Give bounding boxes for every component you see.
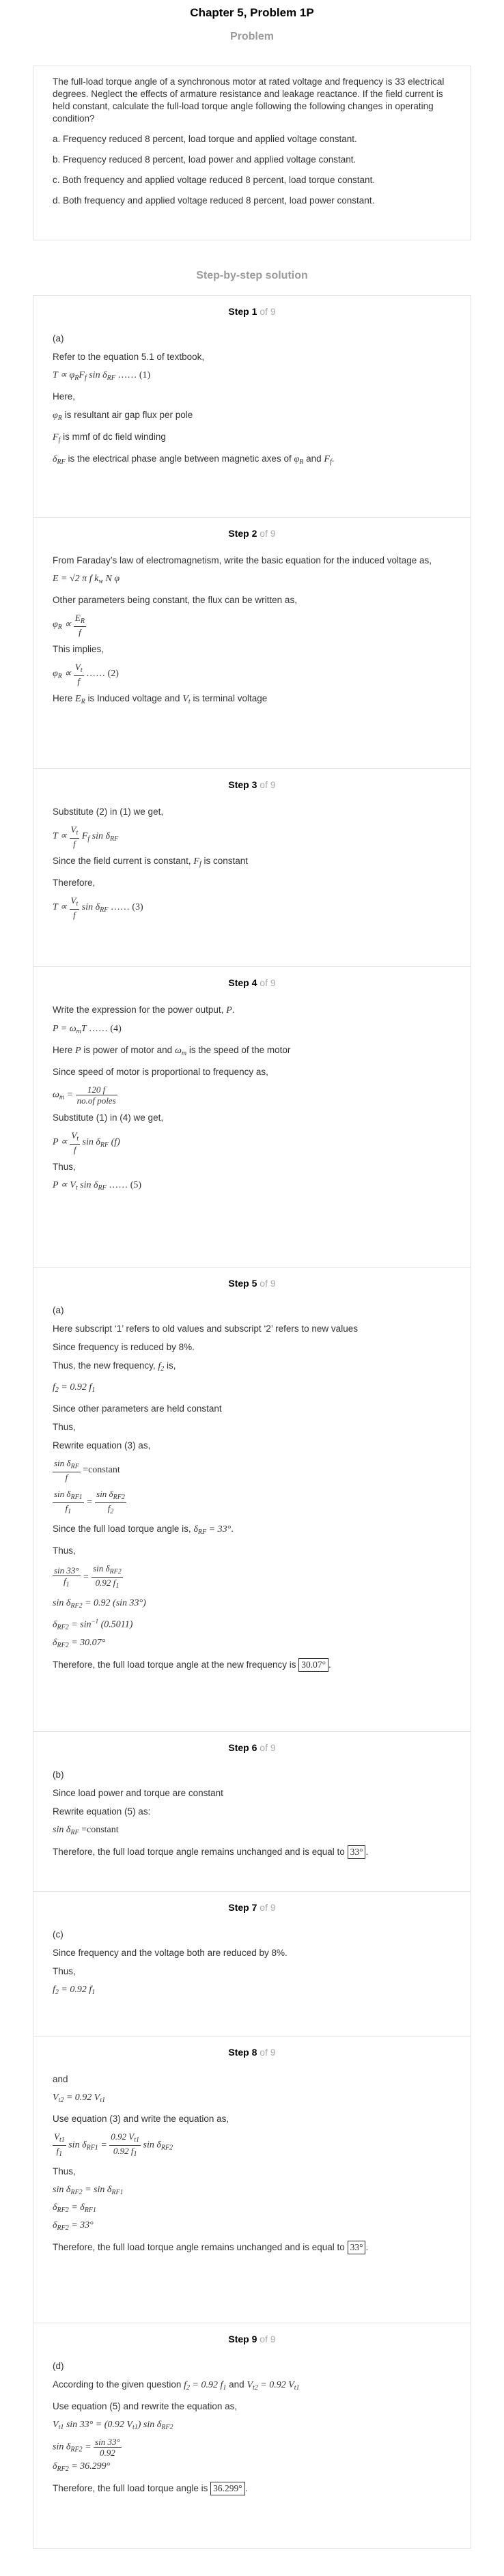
- step-7-t1: Since frequency and the voltage both are reduced by 8%.: [53, 1948, 288, 1958]
- step-8-calc1: $\sin \delta_{RF2} = \sin \delta_{RF1}$: [53, 2185, 124, 2196]
- step-5-t8: Thus,: [53, 1545, 76, 1556]
- step-1-part: (a): [53, 333, 64, 344]
- step-6: Step 6 of 9 (b) Since load power and torque are constant Rewrite equation (5) as: $\sin \delta_{RF}$ =constant Therefore, the full load torque angle remains unchanged and is equal to 33° .: [33, 1732, 471, 1892]
- step-2: Step 2 of 9 From Faraday’s law of electromagnetism, write the basic equation for the induced voltage as, E = √2 π f $k_w$ N φ Other parameters being constant, the flux can be written as, $\varphi_R$ ∝ $\frac{E_R}{f}$ This implies, $\varphi_R$ ∝ $\frac{V_t}{f}$ …… (2) Here $E_R$ is Induced voltage and $V_t$ is terminal voltage: [33, 518, 471, 769]
- step-7-f2: $f_2 = 0.92$ $f_1$: [53, 1985, 96, 1996]
- page-title: Chapter 5, Problem 1P: [190, 6, 314, 19]
- step-7-part: (c): [53, 1929, 64, 1940]
- step-6-header: Step 6 of 9: [228, 1742, 276, 1753]
- step-4-eqp: P ∝ $\frac{V_t}{f}$ $\sin \delta_{RF}$ (f): [53, 1130, 120, 1155]
- step-5-calc4: $\delta_{RF2} = 30.07^\circ$: [53, 1637, 106, 1649]
- option-d: d. Both frequency and applied voltage reduced 8 percent, load power constant.: [53, 195, 375, 206]
- step-8-calc2: $\delta_{RF2} = \delta_{RF1}$: [53, 2202, 96, 2214]
- step-2-flux: $\varphi_R$ ∝ $\frac{E_R}{f}$: [53, 613, 85, 637]
- step-5-t2: Since frequency is reduced by 8%.: [53, 1342, 195, 1352]
- option-b: b. Frequency reduced 8 percent, load power and applied voltage constant.: [53, 154, 356, 165]
- step-1-eq1: $T \propto \varphi_RF_f$ $\sin \delta_{RF}$ …… (1): [53, 370, 151, 382]
- step-7-header: Step 7 of 9: [228, 1902, 276, 1913]
- step-9-eq2: $\sin \delta_{RF2}$ = $\frac{\sin 33^\circ}{0.92}$: [53, 2437, 120, 2458]
- step-4-t3: Since speed of motor is proportional to frequency as,: [53, 1067, 268, 1077]
- problem-heading: Problem: [229, 31, 274, 42]
- step-6-answer: 33°: [348, 1845, 366, 1859]
- step-4-eq4: $P = \omega_mT$ …… (4): [53, 1024, 122, 1035]
- step-4-speed: $\omega_m$ = $\frac{120 f}{\text{no.of poles}}$: [53, 1084, 116, 1106]
- step-9-part: (d): [53, 2361, 64, 2371]
- step-1-ref: Refer to the equation 5.1 of textbook,: [53, 352, 205, 362]
- step-5-calc1: $\frac{\sin 33^\circ}{f_1}$ = $\frac{\sin \delta_{RF2}}{0.92 f_1}$: [54, 1563, 122, 1590]
- solution-heading: Step-by-step solution: [196, 270, 308, 281]
- step-8-answer: 33°: [348, 2241, 366, 2254]
- step-5-header: Step 5 of 9: [228, 1278, 276, 1289]
- step-1-d2: is mmf of dc field winding: [63, 432, 166, 442]
- step-8-t3: Thus,: [53, 2166, 76, 2176]
- step-2-t1: From Faraday’s law of electromagnetism, write the basic equation for the induced voltage as,: [53, 555, 432, 565]
- step-5-t5: Thus,: [53, 1422, 76, 1432]
- step-5-answer: 30.07°: [298, 1658, 328, 1672]
- step-9-eq1: $V_{t1}$ sin 33° = (0.92 $V_{t1}$) $\sin \delta_{RF2}$: [53, 2420, 173, 2431]
- step-1-here: Here,: [53, 391, 76, 402]
- step-1: Step 1 of 9 (a) Refer to the equation 5.1 of textbook, $T \propto \varphi_RF_f$ $\sin \delta_{RF}$ …… (1) Here, $\varphi_R$ is resultant air gap flux per pole $F_f$ is mmf of dc field winding $\delta_{RF}$ is the electrical phase angle between magnetic axes of $\varphi_R$ and $F_f$.: [33, 295, 471, 518]
- step-8-header: Step 8 of 9: [228, 2047, 276, 2058]
- step-9-answer: 36.299°: [210, 2482, 245, 2495]
- step-2-t2: Other parameters being constant, the flux can be written as,: [53, 595, 297, 605]
- step-5-f2: $f_2 = 0.92$ $f_1$: [53, 1382, 96, 1394]
- step-5-part: (a): [53, 1305, 64, 1315]
- step-5-const: $\frac{\sin \delta_{RF}}{f}$ =constant: [54, 1458, 120, 1483]
- step-9-t2: Use equation (5) and rewrite the equation as,: [53, 2401, 238, 2411]
- step-6-const: $\sin \delta_{RF}$ =constant: [53, 1825, 119, 1836]
- option-a: a. Frequency reduced 8 percent, load torque and applied voltage constant.: [53, 134, 357, 144]
- step-4-t5: Thus,: [53, 1162, 76, 1172]
- step-3: Step 3 of 9 Substitute (2) in (1) we get, T ∝ $\frac{V_t}{f}$ $F_f$ $\sin \delta_{RF}$ Since the field current is constant, $F_f$ is constant Therefore, T ∝ $\frac{V_t}{f}$ $\sin \delta_{RF}$ …… (3): [33, 769, 471, 967]
- step-6-t2: Rewrite equation (5) as:: [53, 1806, 151, 1817]
- step-3-eq3: T ∝ $\frac{V_t}{f}$ $\sin \delta_{RF}$ …… (3): [53, 895, 143, 920]
- step-3-header: Step 3 of 9: [228, 779, 276, 790]
- step-7: [33, 1892, 471, 2036]
- step-1-d3: is the electrical phase angle between magnetic axes of: [68, 453, 292, 464]
- step-6-part: (b): [53, 1769, 64, 1780]
- step-4-t4: Substitute (1) in (4) we get,: [53, 1112, 164, 1123]
- step-2-header: Step 2 of 9: [228, 528, 276, 539]
- step-5-t6: Rewrite equation (3) as,: [53, 1440, 151, 1451]
- step-3-t1: Substitute (2) in (1) we get,: [53, 807, 164, 817]
- step-4: Step 4 of 9 Write the expression for the power output, P. $P = \omega_mT$ …… (4) Here P is power of motor and $\omega_m$ is the speed of the motor Since speed of motor is proportional to frequency as, $\omega_m$ = $\frac{120 f}{\text{no.of poles}}$ Substitute (1) in (4) we get, P ∝ $\frac{V_t}{f}$ $\sin \delta_{RF}$ (f) Thus, $P \propto V_t$ $\sin \delta_{RF}$ …… (5): [33, 967, 471, 1268]
- step-2-t3: This implies,: [53, 644, 104, 654]
- step-3-t3: Therefore,: [53, 878, 96, 888]
- step-5-calc3: $\delta_{RF2} = \sin^{-1} (0.5011)$: [53, 1618, 133, 1632]
- step-5-ratio: $\frac{\sin \delta_{RF1}}{f_1}$ = $\frac{\sin \delta_{RF2}}{f_2}$: [54, 1489, 125, 1515]
- problem-text: The full-load torque angle of a synchronous motor at rated voltage and frequency is 33 electrical degrees. Neglect the effects of armature resistance and leakage reactance. If the field current is held constant, calculate the full-load torque angle following the following changes in operating condition?: [53, 76, 445, 124]
- step-8-v: $V_{t2} = 0.92$ $V_{t1}$: [53, 2092, 106, 2104]
- step-9-header: Step 9 of 9: [228, 2334, 276, 2344]
- step-1-d1: is resultant air gap flux per pole: [64, 410, 193, 420]
- step-2-eq2: $\varphi_R$ ∝ $\frac{V_t}{f}$ …… (2): [53, 662, 119, 686]
- step-8-eq: $\frac{V_{t1}}{f_1}$ $\sin \delta_{RF1}$ = $\frac{0.92 V_{t1}}{0.92 f_1}$ $\sin \delta_{RF2}$: [54, 2131, 173, 2158]
- step-5: Step 5 of 9 (a) Here subscript ‘1’ refers to old values and subscript ‘2’ refers to new values Since frequency is reduced by 8%. Thus, the new frequency, $f_2$ is, $f_2 = 0.92$ $f_1$ Since other parameters are held constant Thus, Rewrite equation (3) as, $\frac{\sin \delta_{RF}}{f}$ =constant $\frac{\sin \delta_{RF1}}{f_1}$ = $\frac{\sin \delta_{RF2}}{f_2}$ Since the full load torque angle is, $\delta_{RF} = 33^\circ$. Thus, $\frac{\sin 33^\circ}{f_1}$ = $\frac{\sin \delta_{RF2}}{0.92 f_1}$ $\sin \delta_{RF2} = 0.92$ (sin 33°) $\delta_{RF2} = \sin^{-1} (0.5011)$ $\delta_{RF2} = 30.07^\circ$ Therefore, the full load torque angle at the new frequency is 30.07° .: [33, 1268, 471, 1732]
- step-8-t2: Use equation (3) and write the equation as,: [53, 2114, 229, 2124]
- step-5-t1: Here subscript ‘1’ refers to old values and subscript ‘2’ refers to new values: [53, 1324, 358, 1334]
- option-c: c. Both frequency and applied voltage reduced 8 percent, load torque constant.: [53, 175, 376, 185]
- step-7-t2: Thus,: [53, 1966, 76, 1976]
- step-8-t1: and: [53, 2074, 68, 2084]
- step-6-t1: Since load power and torque are constant: [53, 1788, 223, 1798]
- step-8-calc3: $\delta_{RF2} = 33^\circ$: [53, 2220, 94, 2232]
- step-5-t4: Since other parameters are held constant: [53, 1403, 222, 1414]
- step-4-header: Step 4 of 9: [228, 977, 276, 988]
- step-8: Step 8 of 9 and $V_{t2} = 0.92$ $V_{t1}$ Use equation (3) and write the equation as, $\frac{V_{t1}}{f_1}$ $\sin \delta_{RF1}$ = $\frac{0.92 V_{t1}}{0.92 f_1}$ $\sin \delta_{RF2}$ Thus, $\sin \delta_{RF2} = \sin \delta_{RF1}$ $\delta_{RF2} = \delta_{RF1}$ $\delta_{RF2} = 33^\circ$ Therefore, the full load torque angle remains unchanged and is equal to 33° .: [33, 2036, 471, 2323]
- step-1-header: Step 1 of 9: [228, 306, 276, 317]
- step-4-eq5: $P \propto V_t$ $\sin \delta_{RF}$ …… (5): [53, 1180, 142, 1192]
- step-9-eq3: $\delta_{RF2} = 36.299^\circ$: [53, 2461, 111, 2473]
- step-5-calc2: $\sin \delta_{RF2} = 0.92$ (sin 33°): [53, 1598, 146, 1610]
- step-9: Step 9 of 9 (d) According to the given question $f_2 = 0.92$ $f_1$ and $V_{t2} = 0.92$ $V_{t1}$ Use equation (5) and rewrite the equation as, $V_{t1}$ sin 33° = (0.92 $V_{t1}$) $\sin \delta_{RF2}$ $\sin \delta_{RF2}$ = $\frac{\sin 33^\circ}{0.92}$ $\delta_{RF2} = 36.299^\circ$ Therefore, the full load torque angle is 36.299° .: [33, 2323, 471, 2549]
- problem-card: [33, 66, 471, 240]
- step-2-eq: E = √2 π f $k_w$ N φ: [53, 574, 120, 585]
- step-3-eq1: T ∝ $\frac{V_t}{f}$ $F_f$ $\sin \delta_{RF}$: [53, 824, 119, 849]
